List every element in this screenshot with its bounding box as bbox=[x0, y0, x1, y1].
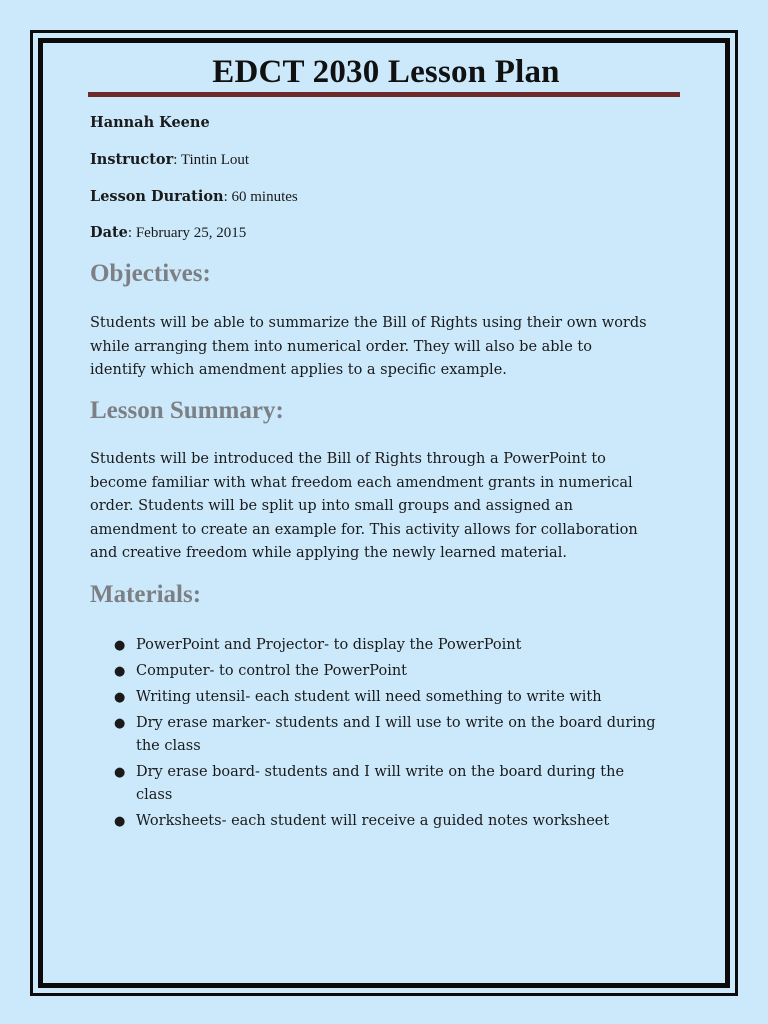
list-item: ● Dry erase marker- students and I will use to write on the board during the class bbox=[90, 712, 690, 758]
bullet-icon: ● bbox=[114, 765, 126, 780]
materials-heading: Materials: bbox=[90, 581, 202, 608]
page-title: EDCT 2030 Lesson Plan bbox=[212, 54, 560, 90]
instructor-value: Tintin Lout bbox=[180, 152, 250, 168]
materials-list bbox=[90, 634, 690, 836]
bullet-icon: ● bbox=[114, 814, 126, 829]
bullet-icon: ● bbox=[114, 638, 126, 653]
summary-heading: Lesson Summary: bbox=[90, 397, 284, 424]
duration-line: Lesson Duration: 60 minutes bbox=[90, 188, 298, 205]
list-item: ● Worksheets- each student will receive a guided notes worksheet bbox=[90, 810, 690, 833]
instructor-label: Instructor bbox=[90, 151, 174, 168]
duration-label: Lesson Duration bbox=[90, 188, 224, 205]
instructor-line: Instructor: Tintin Lout bbox=[90, 151, 250, 168]
list-item: ● PowerPoint and Projector- to display the PowerPoint bbox=[90, 634, 690, 657]
bullet-icon: ● bbox=[114, 690, 126, 705]
bullet-icon: ● bbox=[114, 716, 126, 731]
date-value: February 25, 2015 bbox=[135, 225, 247, 241]
list-item: ● Dry erase board- students and I will write on the board during the class bbox=[90, 761, 690, 807]
date-line: Date: February 25, 2015 bbox=[90, 224, 247, 241]
author-name: Hannah Keene bbox=[90, 114, 210, 131]
list-item: ● Computer- to control the PowerPoint bbox=[90, 660, 690, 683]
title-block bbox=[90, 48, 682, 94]
list-item: ● Writing utensil- each student will need something to write with bbox=[90, 686, 690, 709]
date-label: Date bbox=[90, 224, 128, 241]
objectives-paragraph: Students will be able to summarize the Bill of Rights using their own words while arranging them into numerical order. They will also be able to identify which amendment applies to a specific example. bbox=[90, 315, 647, 378]
objectives-heading: Objectives: bbox=[90, 260, 211, 287]
bullet-icon: ● bbox=[114, 664, 126, 679]
duration-value: 60 minutes bbox=[231, 189, 298, 205]
title-underline bbox=[88, 92, 680, 97]
summary-paragraph: Students will be introduced the Bill of Rights through a PowerPoint to become familiar with what freedom each amendment grants in numerical order. Students will be split up into small groups and assigned an amendment to create an example for. This activity allows for collaboration and creative freedom while applying the newly learned material. bbox=[90, 451, 638, 561]
